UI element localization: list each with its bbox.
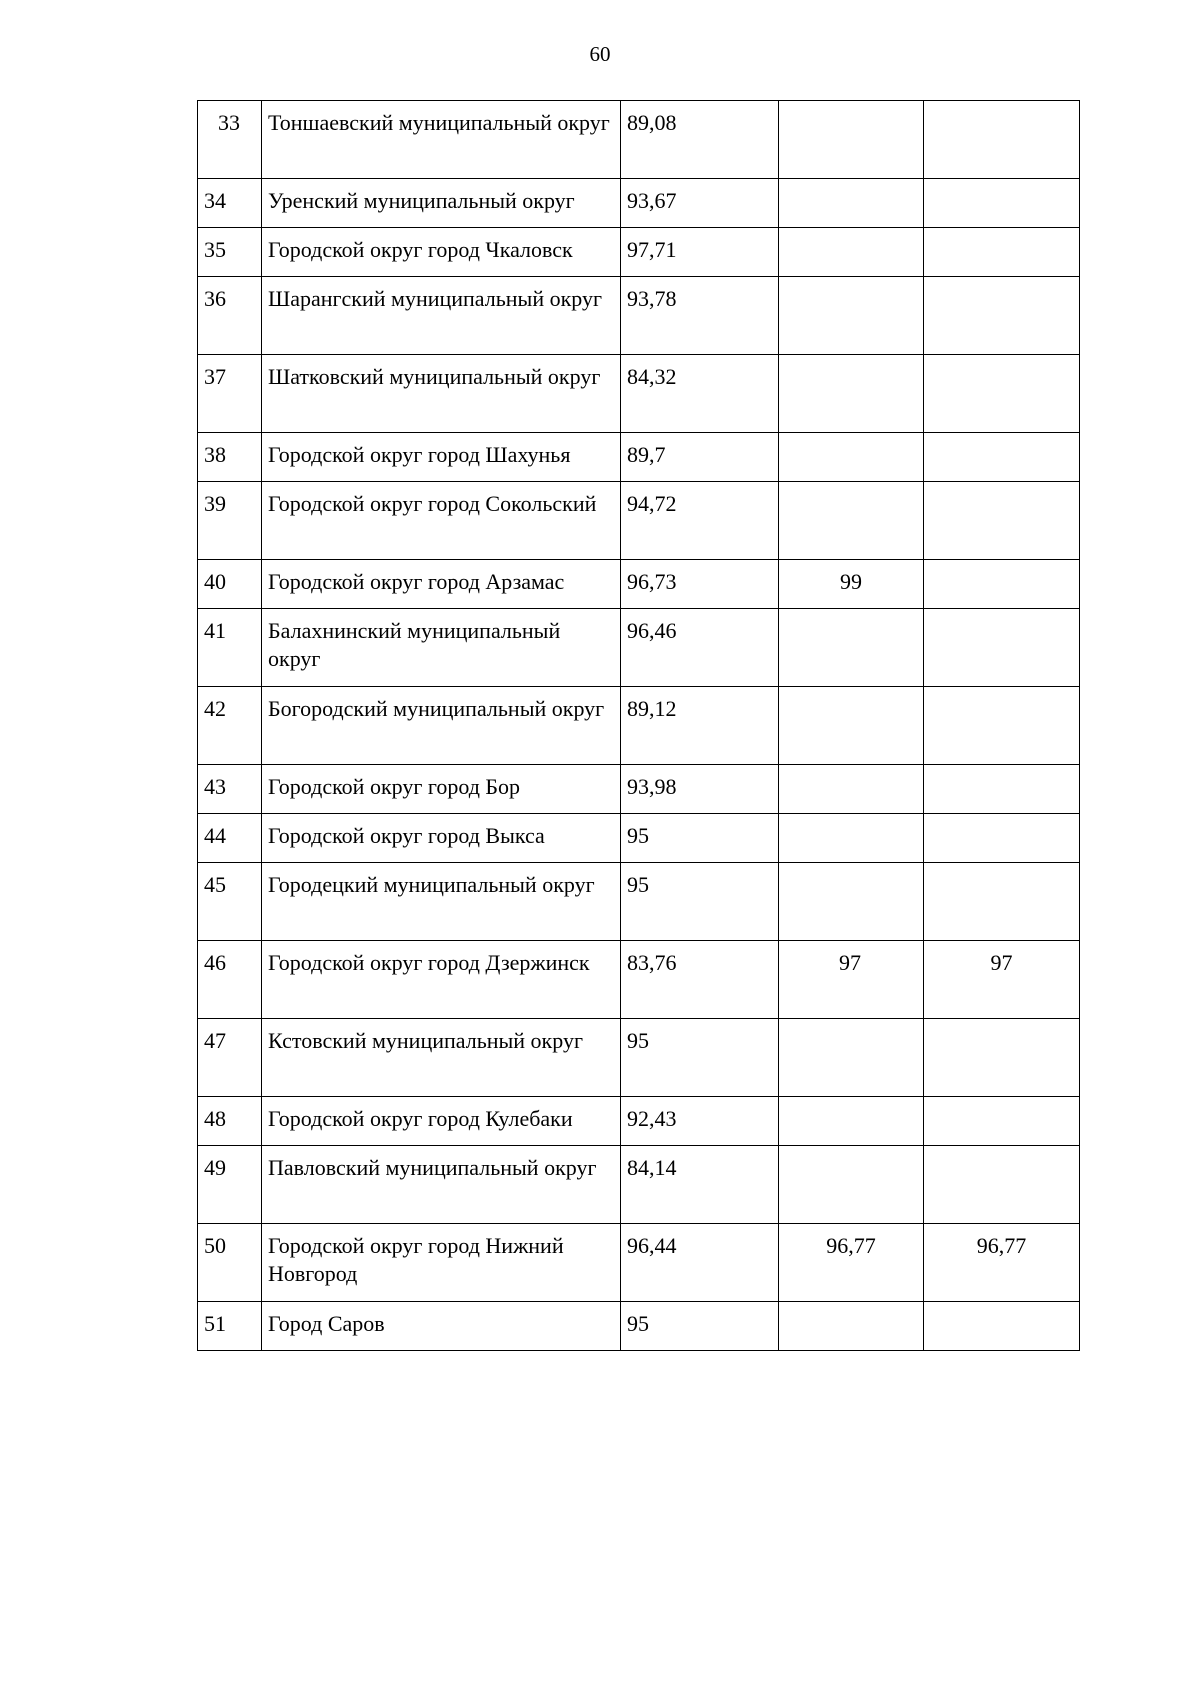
value-col-1: 84,14 [621,1146,779,1224]
table-row [198,1019,1080,1097]
row-number: 51 [198,1302,262,1351]
row-number: 34 [198,179,262,228]
value-col-2 [779,863,924,941]
value-col-3 [924,1097,1080,1146]
table-row [198,1302,1080,1351]
value-col-1: 95 [621,814,779,863]
value-col-1: 83,76 [621,941,779,1019]
value-col-3 [924,814,1080,863]
row-number: 40 [198,560,262,609]
value-col-2 [779,228,924,277]
table-row [198,941,1080,1019]
value-col-2 [779,1146,924,1224]
value-col-3 [924,765,1080,814]
municipality-name: Городской округ город Нижний Новгород [262,1224,621,1302]
table-row [198,228,1080,277]
municipality-name: Кстовский муниципальный округ [262,1019,621,1097]
municipality-name: Городской округ город Кулебаки [262,1097,621,1146]
table-row [198,560,1080,609]
value-col-3 [924,355,1080,433]
value-col-1: 92,43 [621,1097,779,1146]
row-number: 36 [198,277,262,355]
table-row [198,1146,1080,1224]
municipality-name: Городской округ город Чкаловск [262,228,621,277]
value-col-2 [779,1019,924,1097]
municipality-name: Шарангский муниципальный округ [262,277,621,355]
municipality-name: Городской округ город Выкса [262,814,621,863]
municipality-name: Богородский муниципальный округ [262,687,621,765]
row-number: 42 [198,687,262,765]
municipality-name: Городской округ город Бор [262,765,621,814]
row-number: 43 [198,765,262,814]
table-row [198,433,1080,482]
table-row [198,277,1080,355]
row-number: 45 [198,863,262,941]
value-col-2 [779,101,924,179]
municipality-name: Городской округ город Дзержинск [262,941,621,1019]
value-col-2: 97 [779,941,924,1019]
value-col-3 [924,179,1080,228]
value-col-2 [779,1302,924,1351]
table-row [198,687,1080,765]
table-row [198,1224,1080,1302]
row-number: 48 [198,1097,262,1146]
value-col-1: 89,7 [621,433,779,482]
municipality-name: Город Саров [262,1302,621,1351]
page-number: 60 [589,42,611,66]
row-number: 39 [198,482,262,560]
value-col-1: 95 [621,1302,779,1351]
value-col-1: 93,78 [621,277,779,355]
value-col-3 [924,433,1080,482]
table-row [198,814,1080,863]
value-col-1: 89,08 [621,101,779,179]
value-col-3 [924,560,1080,609]
value-col-1: 84,32 [621,355,779,433]
value-col-1: 96,46 [621,609,779,687]
row-number: 44 [198,814,262,863]
value-col-2 [779,765,924,814]
row-number: 49 [198,1146,262,1224]
value-col-1: 95 [621,1019,779,1097]
row-number: 50 [198,1224,262,1302]
value-col-3 [924,101,1080,179]
municipality-name: Городецкий муниципальный округ [262,863,621,941]
value-col-2 [779,433,924,482]
value-col-2 [779,1097,924,1146]
value-col-2 [779,482,924,560]
value-col-3 [924,1019,1080,1097]
municipality-name: Уренский муниципальный округ [262,179,621,228]
row-number: 38 [198,433,262,482]
table-row [198,101,1080,179]
row-number: 33 [198,101,262,179]
municipality-name: Городской округ город Сокольский [262,482,621,560]
value-col-3 [924,228,1080,277]
value-col-1: 93,67 [621,179,779,228]
row-number: 47 [198,1019,262,1097]
value-col-1: 95 [621,863,779,941]
value-col-2 [779,609,924,687]
value-col-3 [924,1146,1080,1224]
value-col-3 [924,687,1080,765]
value-col-3: 96,77 [924,1224,1080,1302]
value-col-3: 97 [924,941,1080,1019]
value-col-3 [924,1302,1080,1351]
table-row [198,355,1080,433]
value-col-2 [779,355,924,433]
value-col-1: 93,98 [621,765,779,814]
data-table [197,100,1080,1351]
municipality-name: Павловский муниципальный округ [262,1146,621,1224]
row-number: 37 [198,355,262,433]
table-row [198,482,1080,560]
table-row [198,179,1080,228]
table-row [198,863,1080,941]
value-col-1: 89,12 [621,687,779,765]
value-col-3 [924,482,1080,560]
value-col-2: 96,77 [779,1224,924,1302]
value-col-1: 96,73 [621,560,779,609]
municipality-name: Городской округ город Арзамас [262,560,621,609]
municipality-name: Тоншаевский муниципальный округ [262,101,621,179]
value-col-2 [779,277,924,355]
value-col-3 [924,863,1080,941]
value-col-2 [779,687,924,765]
table-row [198,1097,1080,1146]
row-number: 35 [198,228,262,277]
row-number: 41 [198,609,262,687]
value-col-2: 99 [779,560,924,609]
table-row [198,765,1080,814]
value-col-1: 97,71 [621,228,779,277]
value-col-1: 96,44 [621,1224,779,1302]
value-col-2 [779,814,924,863]
municipality-name: Шатковский муниципальный округ [262,355,621,433]
value-col-2 [779,179,924,228]
value-col-3 [924,609,1080,687]
value-col-3 [924,277,1080,355]
municipality-name: Балахнинский муниципальный округ [262,609,621,687]
table-row [198,609,1080,687]
municipality-name: Городской округ город Шахунья [262,433,621,482]
row-number: 46 [198,941,262,1019]
value-col-1: 94,72 [621,482,779,560]
